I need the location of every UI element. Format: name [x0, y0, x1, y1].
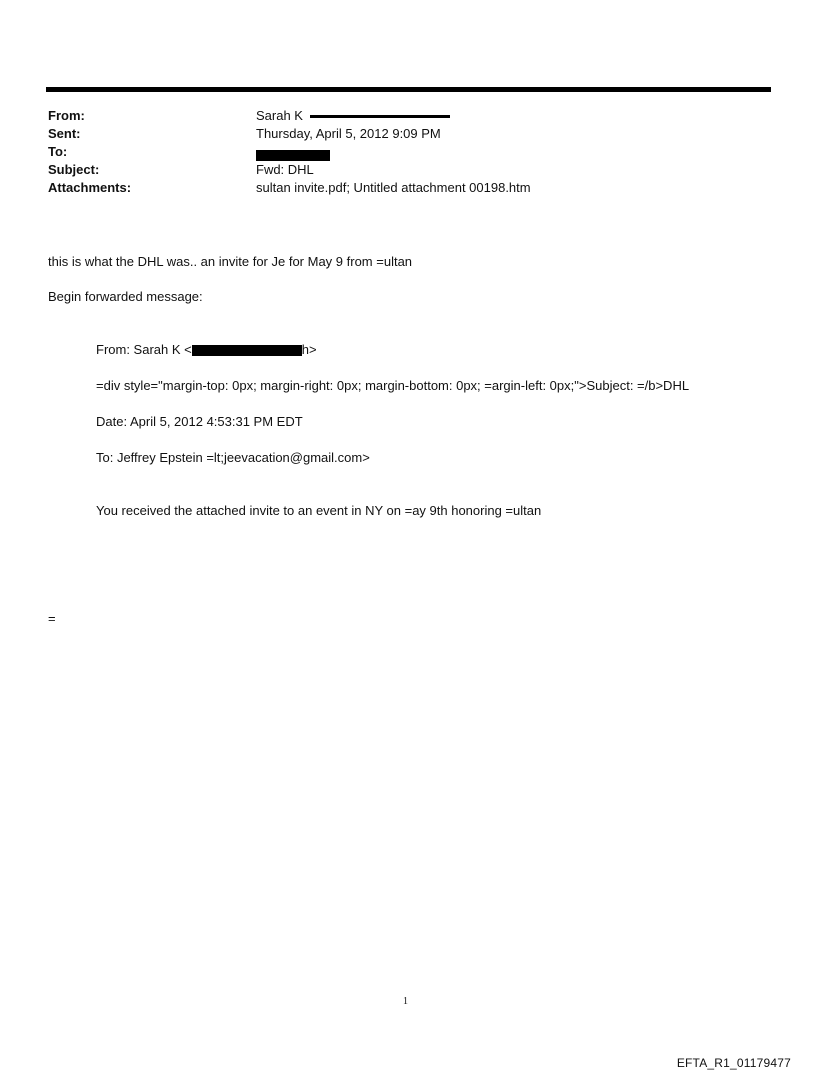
sent-label: Sent:	[48, 126, 81, 141]
redaction-bar	[256, 150, 330, 161]
subject-value: Fwd: DHL	[256, 162, 314, 177]
attachments-value: sultan invite.pdf; Untitled attachment 00198.htm	[256, 180, 531, 195]
sent-value: Thursday, April 5, 2012 9:09 PM	[256, 126, 441, 141]
forwarded-from-prefix: From: Sarah K <	[96, 342, 192, 357]
forwarded-message: You received the attached invite to an event in NY on =ay 9th honoring =ultan	[96, 503, 542, 518]
body-line-1: this is what the DHL was.. an invite for Je for May 9 from =ultan	[48, 254, 413, 269]
header-rule	[46, 87, 771, 92]
page-number: 1	[403, 996, 408, 1007]
forwarded-div-line: =div style="margin-top: 0px; margin-right: 0px; margin-bottom: 0px; =argin-left: 0px;">Subject: =/b>DHL	[96, 378, 690, 393]
subject-label: Subject:	[48, 162, 100, 177]
forwarded-from	[96, 342, 317, 357]
bates-number: EFTA_R1_01179477	[676, 1056, 791, 1070]
to-label: To:	[48, 144, 68, 159]
body-line-2: Begin forwarded message:	[48, 289, 203, 304]
trailing-char: =	[48, 611, 56, 626]
to-value	[256, 147, 330, 162]
forwarded-date: Date: April 5, 2012 4:53:31 PM EDT	[96, 414, 303, 429]
redaction-bar	[310, 115, 450, 118]
redaction-bar	[192, 345, 302, 356]
forwarded-from-suffix: h>	[301, 342, 317, 357]
from-label: From:	[48, 108, 85, 123]
from-name: Sarah K	[256, 108, 303, 123]
attachments-label: Attachments:	[48, 180, 132, 195]
forwarded-to: To: Jeffrey Epstein =lt;jeevacation@gmail.com>	[96, 450, 370, 465]
from-value	[256, 108, 450, 123]
